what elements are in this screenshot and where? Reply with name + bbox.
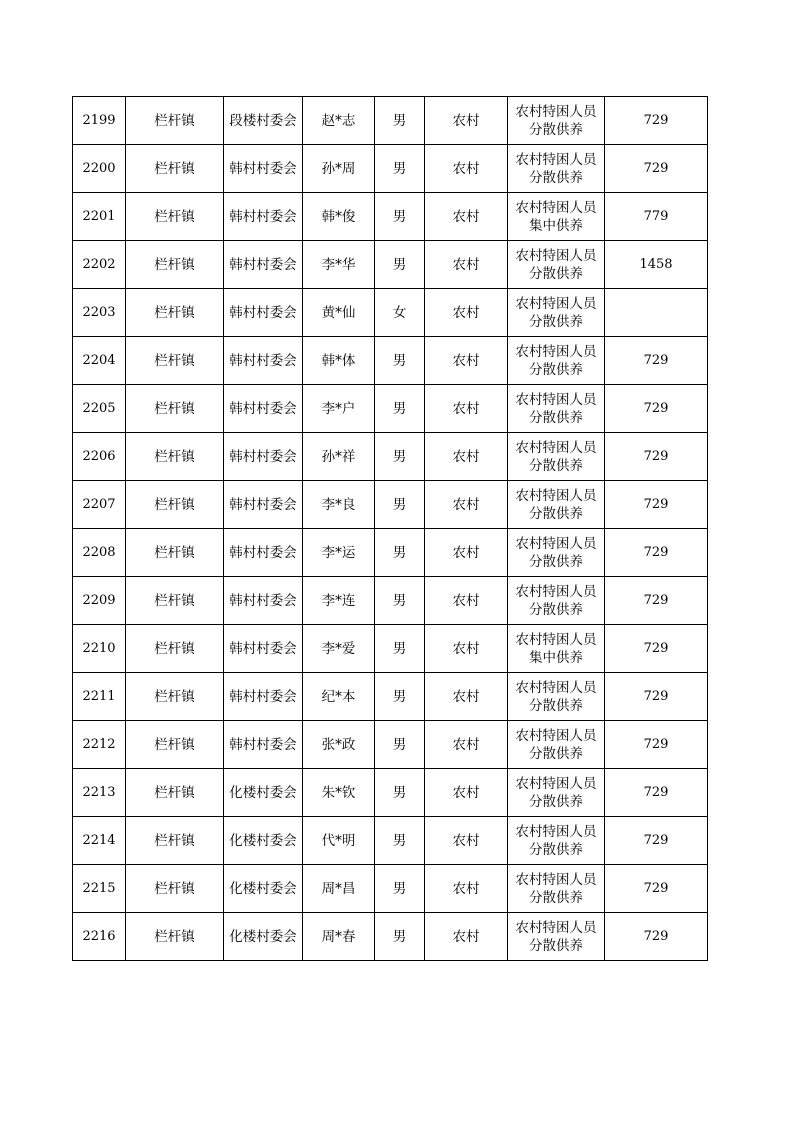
cell-support-type-text: 农村特困人员分散供养 [515,295,597,330]
table-row [73,145,708,193]
cell-support-type-text: 农村特困人员分散供养 [515,727,597,762]
table-row [73,865,708,913]
cell-person-name: 朱*钦 [303,769,375,817]
cell-person-name: 李*华 [303,241,375,289]
cell-area: 农村 [425,97,508,145]
cell-village-committee [224,721,303,769]
cell-gender: 男 [375,721,425,769]
cell-support-type-text: 农村特困人员集中供养 [515,199,597,234]
cell-person-name: 纪*本 [303,673,375,721]
cell-village-committee [224,481,303,529]
cell-support-type [508,337,605,385]
cell-serial-number: 2205 [73,385,126,433]
cell-town: 栏杆镇 [126,193,224,241]
cell-amount: 729 [605,625,708,673]
cell-village-committee-text: 段楼村委会 [229,112,297,129]
cell-village-committee-text: 韩村村委会 [229,640,297,657]
cell-village-committee-text: 韩村村委会 [229,736,297,753]
cell-support-type-text: 农村特困人员分散供养 [515,343,597,378]
cell-gender: 男 [375,913,425,961]
cell-town: 栏杆镇 [126,577,224,625]
cell-village-committee-text: 韩村村委会 [229,160,297,177]
cell-gender: 男 [375,433,425,481]
table-row [73,769,708,817]
cell-village-committee-text: 韩村村委会 [229,352,297,369]
cell-support-type-text: 农村特困人员分散供养 [515,871,597,906]
cell-support-type-text: 农村特困人员分散供养 [515,583,597,618]
cell-gender: 男 [375,625,425,673]
table-row [73,97,708,145]
cell-support-type-text: 农村特困人员分散供养 [515,103,597,138]
cell-amount: 729 [605,433,708,481]
cell-person-name: 黄*仙 [303,289,375,337]
cell-support-type-text: 农村特困人员分散供养 [515,919,597,954]
cell-gender: 男 [375,865,425,913]
cell-serial-number: 2201 [73,193,126,241]
cell-person-name: 李*运 [303,529,375,577]
cell-person-name: 李*爱 [303,625,375,673]
cell-village-committee [224,625,303,673]
cell-support-type-text: 农村特困人员分散供养 [515,247,597,282]
cell-amount: 729 [605,673,708,721]
cell-amount: 729 [605,721,708,769]
cell-support-type-text: 农村特困人员分散供养 [515,151,597,186]
cell-area: 农村 [425,673,508,721]
cell-area: 农村 [425,721,508,769]
cell-area: 农村 [425,433,508,481]
cell-serial-number: 2212 [73,721,126,769]
cell-area: 农村 [425,817,508,865]
cell-support-type [508,817,605,865]
cell-support-type [508,289,605,337]
cell-village-committee [224,337,303,385]
cell-town: 栏杆镇 [126,625,224,673]
cell-support-type [508,625,605,673]
cell-area: 农村 [425,289,508,337]
cell-gender: 男 [375,529,425,577]
cell-gender: 男 [375,385,425,433]
table-row [73,529,708,577]
table-row [73,337,708,385]
cell-person-name: 孙*祥 [303,433,375,481]
cell-support-type [508,433,605,481]
cell-village-committee [224,97,303,145]
cell-amount: 779 [605,193,708,241]
cell-area: 农村 [425,769,508,817]
cell-village-committee-text: 韩村村委会 [229,256,297,273]
cell-gender: 男 [375,817,425,865]
table-row [73,289,708,337]
cell-village-committee-text: 化楼村委会 [229,784,297,801]
cell-serial-number: 2208 [73,529,126,577]
cell-serial-number: 2214 [73,817,126,865]
cell-village-committee-text: 韩村村委会 [229,448,297,465]
cell-gender: 男 [375,193,425,241]
cell-town: 栏杆镇 [126,769,224,817]
cell-serial-number: 2207 [73,481,126,529]
table-row [73,193,708,241]
cell-town: 栏杆镇 [126,481,224,529]
cell-village-committee [224,193,303,241]
cell-area: 农村 [425,241,508,289]
cell-serial-number: 2202 [73,241,126,289]
cell-gender: 男 [375,481,425,529]
cell-support-type [508,673,605,721]
cell-gender: 男 [375,577,425,625]
cell-amount: 729 [605,913,708,961]
cell-area: 农村 [425,337,508,385]
cell-person-name: 张*政 [303,721,375,769]
cell-support-type [508,193,605,241]
cell-area: 农村 [425,577,508,625]
cell-village-committee-text: 化楼村委会 [229,928,297,945]
cell-serial-number: 2204 [73,337,126,385]
cell-support-type [508,577,605,625]
cell-support-type-text: 农村特困人员分散供养 [515,439,597,474]
cell-town: 栏杆镇 [126,289,224,337]
cell-amount: 729 [605,385,708,433]
table-row [73,817,708,865]
cell-support-type-text: 农村特困人员分散供养 [515,823,597,858]
cell-village-committee [224,913,303,961]
cell-town: 栏杆镇 [126,817,224,865]
cell-serial-number: 2209 [73,577,126,625]
table-row [73,673,708,721]
cell-village-committee-text: 韩村村委会 [229,688,297,705]
cell-amount: 729 [605,529,708,577]
records-table [72,96,708,961]
cell-village-committee-text: 韩村村委会 [229,400,297,417]
cell-support-type [508,913,605,961]
cell-village-committee [224,433,303,481]
cell-town: 栏杆镇 [126,529,224,577]
cell-person-name: 李*户 [303,385,375,433]
cell-amount: 729 [605,769,708,817]
cell-amount: 729 [605,577,708,625]
cell-village-committee [224,865,303,913]
cell-village-committee-text: 韩村村委会 [229,592,297,609]
cell-village-committee [224,529,303,577]
cell-amount: 729 [605,817,708,865]
cell-gender: 男 [375,97,425,145]
table-row [73,481,708,529]
cell-village-committee [224,145,303,193]
cell-village-committee [224,577,303,625]
cell-serial-number: 2215 [73,865,126,913]
cell-town: 栏杆镇 [126,913,224,961]
cell-village-committee [224,289,303,337]
cell-support-type [508,145,605,193]
cell-town: 栏杆镇 [126,385,224,433]
cell-person-name: 周*昌 [303,865,375,913]
cell-area: 农村 [425,529,508,577]
cell-town: 栏杆镇 [126,337,224,385]
cell-support-type [508,865,605,913]
cell-support-type [508,241,605,289]
cell-town: 栏杆镇 [126,673,224,721]
table-row [73,241,708,289]
cell-village-committee-text: 化楼村委会 [229,880,297,897]
cell-person-name: 孙*周 [303,145,375,193]
cell-town: 栏杆镇 [126,721,224,769]
cell-person-name: 赵*志 [303,97,375,145]
cell-person-name: 韩*俊 [303,193,375,241]
cell-support-type [508,97,605,145]
cell-gender: 男 [375,145,425,193]
cell-support-type [508,529,605,577]
cell-support-type-text: 农村特困人员分散供养 [515,535,597,570]
cell-serial-number: 2210 [73,625,126,673]
cell-serial-number: 2206 [73,433,126,481]
cell-amount [605,289,708,337]
cell-support-type-text: 农村特困人员分散供养 [515,391,597,426]
cell-amount: 729 [605,865,708,913]
cell-amount: 729 [605,481,708,529]
cell-support-type [508,769,605,817]
cell-amount: 729 [605,145,708,193]
cell-support-type-text: 农村特困人员集中供养 [515,631,597,666]
cell-area: 农村 [425,865,508,913]
cell-support-type-text: 农村特困人员分散供养 [515,775,597,810]
cell-serial-number: 2199 [73,97,126,145]
cell-serial-number: 2203 [73,289,126,337]
cell-amount: 1458 [605,241,708,289]
records-table-body [73,97,708,961]
cell-village-committee [224,385,303,433]
cell-gender: 男 [375,241,425,289]
cell-serial-number: 2211 [73,673,126,721]
cell-area: 农村 [425,145,508,193]
cell-support-type [508,385,605,433]
cell-village-committee [224,769,303,817]
cell-town: 栏杆镇 [126,865,224,913]
cell-serial-number: 2200 [73,145,126,193]
cell-town: 栏杆镇 [126,145,224,193]
cell-area: 农村 [425,193,508,241]
cell-gender: 男 [375,769,425,817]
cell-support-type [508,481,605,529]
cell-amount: 729 [605,337,708,385]
cell-area: 农村 [425,481,508,529]
cell-person-name: 周*春 [303,913,375,961]
table-row [73,721,708,769]
cell-village-committee-text: 韩村村委会 [229,544,297,561]
cell-amount: 729 [605,97,708,145]
cell-village-committee-text: 化楼村委会 [229,832,297,849]
cell-gender: 女 [375,289,425,337]
table-row [73,913,708,961]
table-row [73,625,708,673]
cell-support-type-text: 农村特困人员分散供养 [515,679,597,714]
cell-gender: 男 [375,673,425,721]
cell-village-committee-text: 韩村村委会 [229,496,297,513]
cell-area: 农村 [425,625,508,673]
cell-person-name: 韩*体 [303,337,375,385]
cell-serial-number: 2216 [73,913,126,961]
cell-area: 农村 [425,913,508,961]
cell-town: 栏杆镇 [126,97,224,145]
table-row [73,385,708,433]
cell-area: 农村 [425,385,508,433]
cell-village-committee-text: 韩村村委会 [229,304,297,321]
cell-town: 栏杆镇 [126,433,224,481]
table-row [73,433,708,481]
cell-village-committee-text: 韩村村委会 [229,208,297,225]
cell-serial-number: 2213 [73,769,126,817]
cell-person-name: 李*连 [303,577,375,625]
document-page [72,96,708,961]
cell-village-committee [224,817,303,865]
cell-village-committee [224,673,303,721]
cell-gender: 男 [375,337,425,385]
cell-town: 栏杆镇 [126,241,224,289]
cell-person-name: 代*明 [303,817,375,865]
cell-village-committee [224,241,303,289]
cell-support-type [508,721,605,769]
cell-support-type-text: 农村特困人员分散供养 [515,487,597,522]
table-row [73,577,708,625]
cell-person-name: 李*良 [303,481,375,529]
